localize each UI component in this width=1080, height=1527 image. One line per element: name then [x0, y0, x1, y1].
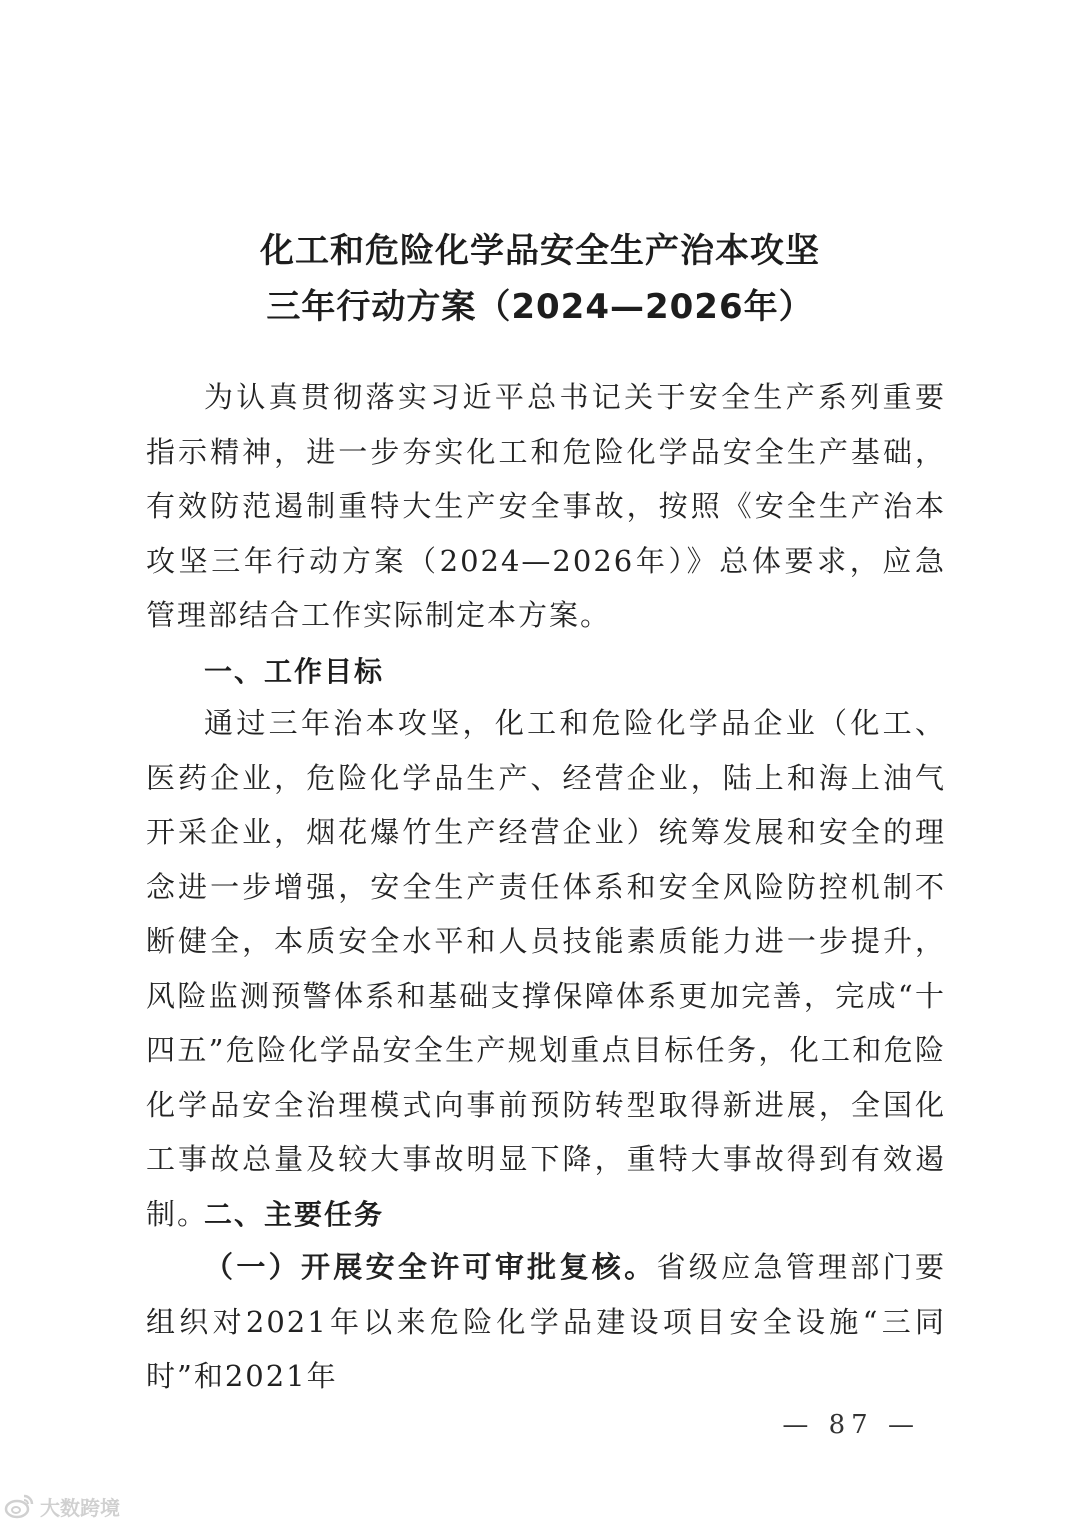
section1-paragraph: 通过三年治本攻坚，化工和危险化学品企业（化工、医药企业，危险化学品生产、经营企业，陆上和海上油气开采企业，烟花爆竹生产经营企业）统筹发展和安全的理念进一步增强，安全生产责任体系和安全风险防控机制不断健全，本质安全水平和人员技能素质能力进一步提升，风险监测预警体系和基础支撑保障体系更加完善，完成“十四五”危险化学品安全生产规划重点目标任务，化工和危险化学品安全治理模式向事前预防转型取得新进展，全国化工事故总量及较大事故明显下降，重特大事故得到有效遏制。: [146, 706, 946, 1231]
intro-paragraph: 为认真贯彻落实习近平总书记关于安全生产系列重要指示精神，进一步夯实化工和危险化学品安全生产基础，有效防范遏制重特大生产安全事故，按照《安全生产治本攻坚三年行动方案（2024—2026年）》总体要求，应急管理部结合工作实际制定本方案。: [146, 380, 946, 632]
document-title-line2: 三年行动方案（2024—2026年）: [266, 287, 814, 327]
watermark: [4, 1490, 120, 1522]
document-title-line1: 化工和危险化学品安全生产治本攻坚: [260, 231, 820, 271]
weibo-logo-icon: [4, 1493, 34, 1519]
watermark-text: 大数跨境: [40, 1495, 120, 1520]
item1-paragraph: [146, 1240, 946, 1404]
item1-text: 省级应急管理部门要组织对2021年以来危险化学品建设项目安全设施“三同时”和2021年: [146, 1250, 946, 1393]
page-number: — 87 —: [782, 1410, 920, 1440]
item1-lead: （一）开展安全许可审批复核。: [204, 1250, 657, 1284]
section2-heading: 二、主要任务: [204, 1198, 385, 1231]
section1-heading: 一、工作目标: [204, 655, 385, 688]
